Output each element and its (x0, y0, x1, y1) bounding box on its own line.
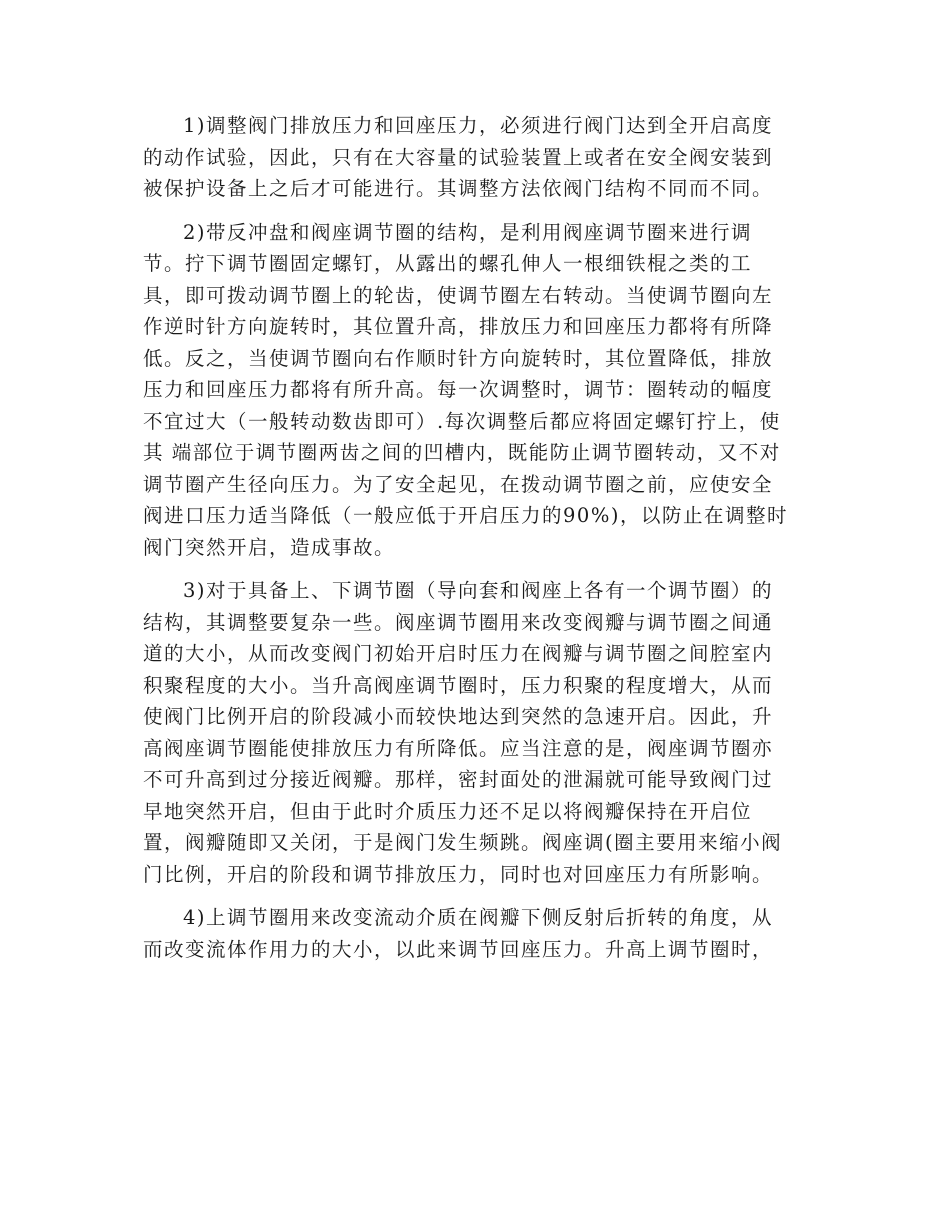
text-line: 高阀座调节圈能使排放压力有所降低。应当注意的是，阀座调节圈亦 (143, 736, 774, 760)
text-line: 作逆时针方向旋转时，其位置升高，排放压力和回座压力都将有所降 (143, 315, 774, 338)
text-line: 门比例，开启的阶段和调节排放压力，同时也对回座压力有所影响。 (143, 862, 774, 886)
text-line: 而改变流体作用力的大小，以此来调节回座压力。升高上调节圈时， (143, 937, 774, 961)
text-line: 被保护设备上之后才可能进行。其调整方法依阀门结构不同而不同。 (143, 177, 774, 200)
text-line: 具，即可拨动调节圈上的轮齿，使调节圈左右转动。当使调节圈向左 (143, 283, 774, 307)
text-line: 道的大小，从而改变阀门初始开启时压力在阀瓣与调节圈之间腔室内 (143, 642, 774, 665)
text-line: 阀进口压力适当降低（一般应低于开启压力的90%)，以防止在调整时 (143, 504, 788, 527)
text-line: 低。反之，当使调节圈向右作顺时针方向旋转时，其位置降低，排放 (143, 346, 774, 370)
text-line: 4)上调节圈用来改变流动介质在阀瓣下侧反射后折转的角度，从 (183, 906, 774, 929)
text-line: 的动作试验，因此，只有在大容量的试验装置上或者在安全阀安装到 (143, 145, 774, 169)
paragraph-4 (143, 902, 810, 965)
text-line: 其 端部位于调节圈两齿之间的凹槽内，既能防止调节圈转动，又不对 (143, 441, 781, 464)
text-line: 2)带反冲盘和阀座调节圈的结构，是利用阀座调节圈来进行调 (183, 220, 753, 244)
text-line: 使阀门比例开启的阶段减小而较快地达到突然的急速开启。因此，升 (143, 705, 774, 728)
text-line: 结构，其调整要复杂一些。阀座调节圈用来改变阀瓣与调节圈之间通 (143, 610, 774, 634)
paragraph-1 (143, 110, 810, 205)
text-line: 积聚程度的大小。当升高阀座调节圈时，压力积聚的程度增大，从而 (143, 673, 774, 697)
text-line: 调节圈产生径向压力。为了安全起见，在拨动调节圈之前，应使安全 (143, 472, 774, 496)
text-line: 不可升高到过分接近阀瓣。那样，密封面处的泄漏就可能导致阀门过 (143, 768, 774, 791)
text-line: 压力和回座压力都将有所升高。每一次调整时，调节：圈转动的幅度 (143, 378, 774, 401)
text-line: 节。拧下调节圈固定螺钉，从露出的螺孔伸人一根细铁棍之类的工 (143, 252, 753, 275)
text-line: 不宜过大（一般转动数齿即可）.每次调整后都应将固定螺钉拧上，使 (143, 409, 781, 433)
text-line: 1)调整阀门排放压力和回座压力，必须进行阀门达到全开启高度 (183, 114, 774, 137)
paragraph-3 (143, 575, 810, 890)
text-line: 早地突然开启，但由于此时介质压力还不足以将阀瓣保持在开启位 (143, 799, 753, 823)
text-line: 置，阀瓣随即又关闭，于是阀门发生频跳。阀座调(圈主要用来缩小阀 (143, 831, 783, 854)
text-line: 3)对于具备上、下调节圈（导向套和阀座上各有一个调节圈）的 (183, 579, 774, 602)
text-line: 阀门突然开启，造成事故。 (143, 535, 396, 559)
paragraph-2 (143, 217, 810, 564)
